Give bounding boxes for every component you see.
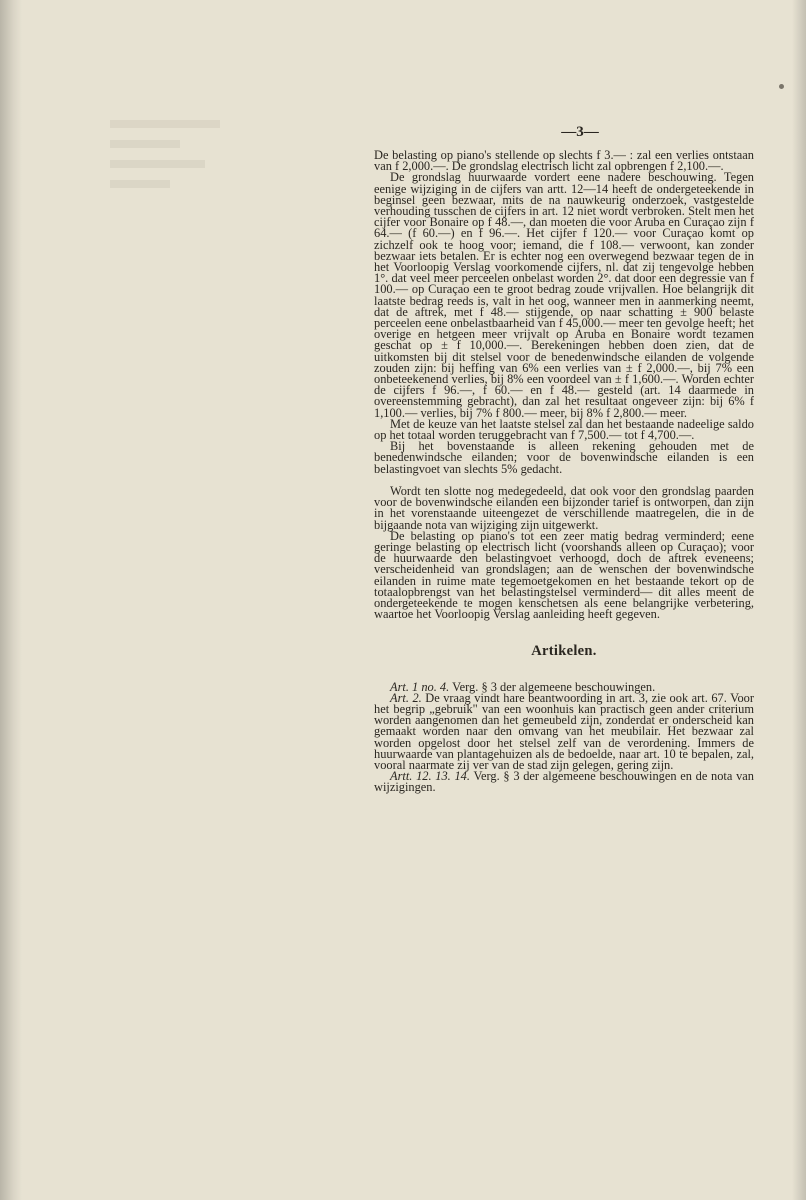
article-text: Verg. § 3 der algemeene beschouwingen en de nota van wijzigingen. xyxy=(374,769,754,795)
paragraph: De belasting op piano's stellende op slechts f 3.— : zal een verlies ontstaan van f 2,000.—. De grondslag electrisch licht zal opbrengen f 2,100.—. xyxy=(374,148,754,174)
article-label: Art. 1 no. 4. xyxy=(390,679,450,694)
paper-speck xyxy=(779,84,784,89)
article-entry xyxy=(374,690,754,772)
paragraph: Wordt ten slotte nog medegedeeld, dat ook voor den grondslag paarden voor de bovenwindsche eilanden een bijzonder tarief is ontworpen, dan zijn in het vorenstaande uiteengezet de verschillende maatregelen, die in de bijgaande nota van wijziging zijn uitgewerkt. xyxy=(374,483,754,532)
article-label: Artt. 12. 13. 14. xyxy=(390,769,470,784)
body-text xyxy=(374,150,754,794)
article-label: Art. 2. xyxy=(390,690,422,705)
article-text: De vraag vindt hare beantwoording in art. 3, zie ook art. 67. Voor het begrip „gebruik" van een woonhuis kan practisch geen ander criterium worden aangenomen dan het gemeubeld zijn, zonderdat er onderscheid kan gemaakt worden naar den omvang van het meubilair. Het bezwaar zal worden opgelost door het stelsel zelf van de verordening. Immers de huurwaarde van plantagehuizen als de bedoelde, naar art. 10 te bepalen, zal, vooral naarmate zij ver van de stad zijn gelegen, gering zijn. xyxy=(374,690,754,772)
bleed-through-marks xyxy=(110,120,230,210)
page-right-edge xyxy=(792,0,806,1200)
paragraph: De grondslag huurwaarde vordert eene nadere beschouwing. Tegen eenige wijziging in de cijfers van artt. 12—14 heeft de ondergeteekende in beginsel geen bezwaar, mits de na nauwkeurig onderzoek, vastgestelde verhouding tusschen de cijfers in art. 12 niet wordt verbroken. Stelt men het cijfer voor Bonaire op f 48.—, dan moeten die voor Aruba en Curaçao zijn f 64.— (f 60.—) en f 96.—. Het cijfer f 120.— voor Curaçao komt op zichzelf ook te hoog voor; iemand, die f 108.— verwoont, kan zonder bezwaar iets betalen. Er is echter nog een overwegend bezwaar tegen de in het Voorloopig Verslag voorkomende cijfers, nl. dat zij tengevolge hebben 1°. dat veel meer perceelen onbelast worden 2°. dat door een degressie van f 100.— op Curaçao een te groot bedrag zoude vrijvallen. Hoe belangrijk dit laatste bedrag reeds is, valt in het oog, wanneer men in aanmerking neemt, dat de aftrek, met f 48.— stijgende, op naar schatting ± 900 belaste perceelen eene onbelastbaarheid van f 45,000.— meer ten gevolge heeft; het overige en hetgeen meer vrijvalt op Aruba en Bonaire wordt tezamen geschat op ± f 10,000.—. Berekeningen hebben doen zien, dat de uitkomsten bij dit stelsel voor de benedenwindsche eilanden de volgende zouden zijn: bij heffing van 6% een verlies van ± f 2,000.—, bij 7% een onbeteekenend verlies, bij 8% een voordeel van ± f 1,600.—. Worden echter de cijfers f 96.—, f 60.— en f 48.— gesteld (art. 14 daarmede in overeenstemming gebracht), dan zal het resultaat ongeveer zijn: bij 6% f 1,100.— verlies, bij 7% f 800.— meer, bij 8% f 2,800.— meer. xyxy=(374,170,754,420)
article-entry xyxy=(374,771,754,793)
article-text: Verg. § 3 der algemeene beschouwingen. xyxy=(449,679,656,694)
paragraph: De belasting op piano's tot een zeer matig bedrag verminderd; eene geringe belasting op electrisch licht (voorshands alleen op Curaçao); voor de huurwaarde den belastingvoet verhoogd, doch de aftrek eveneens; verscheidenheid van grondslagen; aan de wenschen der bovenwindsche eilanden in ruime mate tegemoetgekomen en het bestaande tekort op de totaalopbrengst van het belastingstelsel verminderd— dit alles meent de ondergeteekende te mogen kenschetsen als eene belangrijke verbetering, waartoe het Voorloopig Verslag aanleiding heeft gegeven. xyxy=(374,528,754,622)
page-left-edge xyxy=(0,0,22,1200)
paragraph: Met de keuze van het laatste stelsel zal dan het bestaande nadeelige saldo op het totaal worden teruggebracht van f 7,500.— tot f 4,700.—. xyxy=(374,416,754,443)
paragraph: Bij het bovenstaande is alleen rekening gehouden met de benedenwindsche eilanden; voor de bovenwindsche eilanden is een belastingvoet van slechts 5% gedacht. xyxy=(374,439,754,476)
page-number: —3— xyxy=(561,124,599,140)
section-heading: Artikelen. xyxy=(531,643,597,660)
